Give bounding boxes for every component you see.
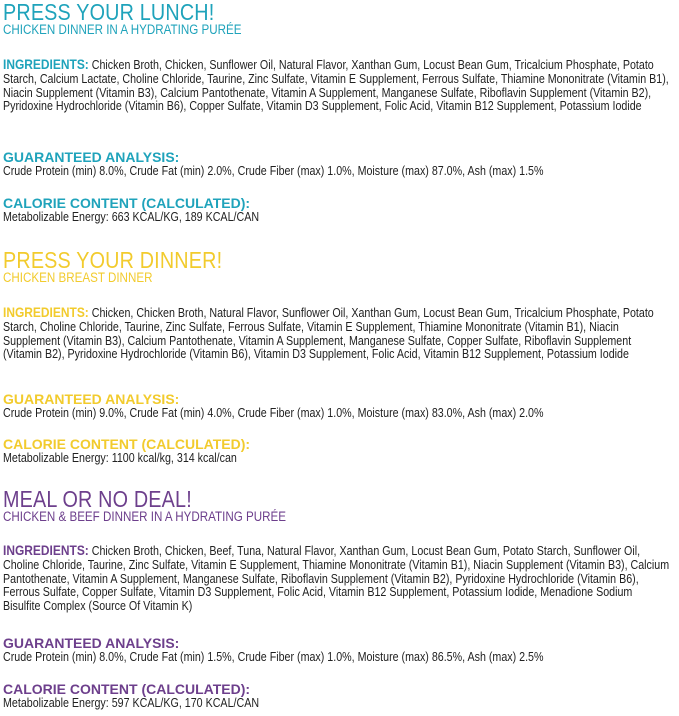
dinner-ingredients-text: Chicken, Chicken Broth, Natural Flavor, Sunflower Oil, Xanthan Gum, Locust Bean Gum, Tricalcium Phosphate, Potato Starch, Choline Chloride, Taurine, Zinc Sulfate, Ferrous Sulfate, Vitamin E Supplement, Thiamine Mononitrate (Vitamin B1), Niacin Supplement (Vitamin B3), Calcium Pantothenate, Vitamin A Supplement, Manganese Sulfate, Copper Sulfate, Riboflavin Supplement (Vitamin B2), Pyridoxine Hydrochloride (Vitamin B6), Vitamin D3 Supplement, Folic Acid, Vitamin B12 Supplement, Potassium Iodide [3,306,654,362]
lunch-calorie [3,196,676,225]
dinner-calorie-label: CALORIE CONTENT (CALCULATED): [3,436,251,452]
lunch-analysis-text: Crude Protein (min) 8.0%, Crude Fat (min) 2.0%, Crude Fiber (max) 1.0%, Moisture (max) 87.0%, Ash (max) 1.5% [3,164,544,178]
deal-ingredients [3,543,676,614]
deal-ingredients-label: INGREDIENTS: [3,542,89,558]
dinner-analysis-label: GUARANTEED ANALYSIS: [3,391,180,407]
lunch-section [3,1,676,37]
deal-calorie [3,682,676,711]
deal-section [3,488,676,524]
deal-analysis-label: GUARANTEED ANALYSIS: [3,635,180,651]
lunch-ingredients [3,57,676,114]
lunch-analysis [3,150,676,179]
dinner-ingredients [3,305,676,362]
lunch-calorie-text: Metabolizable Energy: 663 KCAL/KG, 189 KCAL/CAN [3,210,260,224]
lunch-title: PRESS YOUR LUNCH! [3,0,215,25]
dinner-analysis [3,392,676,421]
lunch-subtitle: CHICKEN DINNER IN A HYDRATING PURÉE [3,22,242,37]
lunch-ingredients-label: INGREDIENTS: [3,56,89,72]
dinner-calorie [3,437,676,466]
deal-subtitle: CHICKEN & BEEF DINNER IN A HYDRATING PURÉE [3,509,286,524]
deal-ingredients-text: Chicken Broth, Chicken, Beef, Tuna, Natural Flavor, Xanthan Gum, Locust Bean Gum, Potato Starch, Sunflower Oil, Choline Chloride, Taurine, Zinc Sulfate, Vitamin E Supplement, Thiamine Mononitrate (Vitamin B1), Niacin Supplement (Vitamin B3), Calcium Pantothenate, Vitamin A Supplement, Manganese Sulfate, Riboflavin Supplement (Vitamin B2), Pyridoxine Hydrochloride (Vitamin B6), Ferrous Sulfate, Copper Sulfate, Vitamin D3 Supplement, Folic Acid, Vitamin B12 Supplement, Potassium Iodide, Menadione Sodium Bisulfite Complex (Source Of Vitamin K) [3,544,670,614]
dinner-title: PRESS YOUR DINNER! [3,247,223,273]
deal-analysis-text: Crude Protein (min) 8.0%, Crude Fat (min) 1.5%, Crude Fiber (max) 1.0%, Moisture (max) 86.5%, Ash (max) 2.5% [3,650,544,664]
deal-title: MEAL OR NO DEAL! [3,486,192,512]
dinner-subtitle: CHICKEN BREAST DINNER [3,270,153,285]
dinner-calorie-text: Metabolizable Energy: 1100 kcal/kg, 314 kcal/can [3,451,237,465]
lunch-analysis-label: GUARANTEED ANALYSIS: [3,149,180,165]
deal-calorie-text: Metabolizable Energy: 597 KCAL/KG, 170 KCAL/CAN [3,696,260,710]
dinner-ingredients-label: INGREDIENTS: [3,304,89,320]
dinner-analysis-text: Crude Protein (min) 9.0%, Crude Fat (min) 4.0%, Crude Fiber (max) 1.0%, Moisture (max) 83.0%, Ash (max) 2.0% [3,406,544,420]
lunch-ingredients-text: Chicken Broth, Chicken, Sunflower Oil, Natural Flavor, Xanthan Gum, Locust Bean Gum, Tricalcium Phosphate, Potato Starch, Calcium Lactate, Choline Chloride, Taurine, Zinc Sulfate, Vitamin E Supplement, Ferrous Sulfate, Thiamine Mononitrate (Vitamin B1), Niacin Supplement (Vitamin B3), Calcium Pantothenate, Vitamin A Supplement, Manganese Sulfate, Riboflavin Supplement (Vitamin B2), Pyridoxine Hydrochloride (Vitamin B6), Copper Sulfate, Vitamin D3 Supplement, Folic Acid, Vitamin B12 Supplement, Potassium Iodide [3,58,669,114]
lunch-calorie-label: CALORIE CONTENT (CALCULATED): [3,195,251,211]
dinner-section [3,249,676,285]
deal-calorie-label: CALORIE CONTENT (CALCULATED): [3,681,251,697]
deal-analysis [3,636,676,665]
